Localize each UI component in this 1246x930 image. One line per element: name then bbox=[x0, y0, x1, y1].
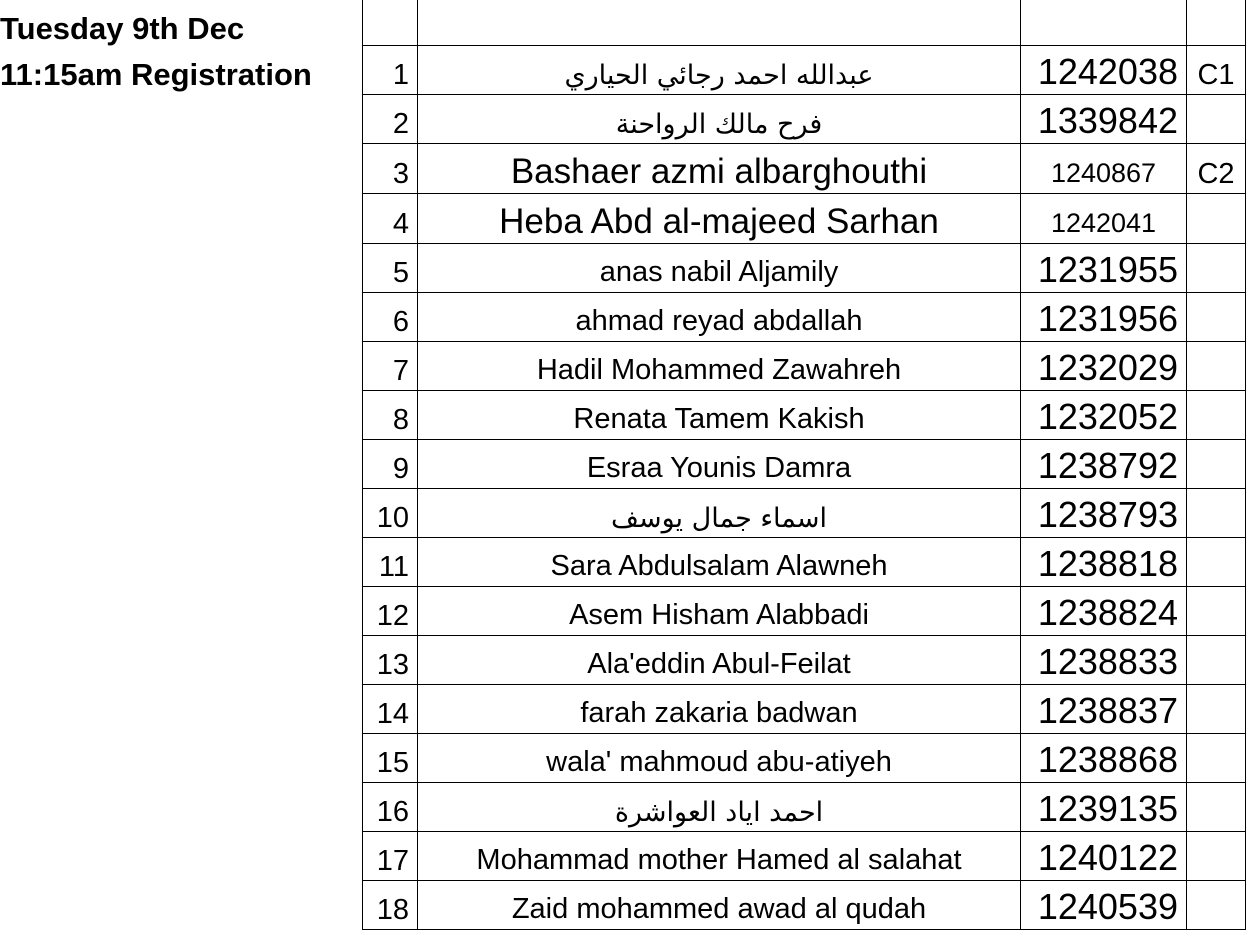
session-time: 11:15am Registration bbox=[0, 57, 312, 92]
table-row bbox=[363, 832, 1246, 881]
student-name[interactable]: Mohammad mother Hamed al salahat bbox=[418, 832, 1021, 881]
student-name[interactable]: Ala'eddin Abul-Feilat bbox=[418, 636, 1021, 685]
student-id[interactable]: 1240539 bbox=[1021, 881, 1187, 930]
table-row bbox=[363, 440, 1246, 489]
registration-heading bbox=[0, 6, 312, 98]
student-name[interactable]: farah zakaria badwan bbox=[418, 685, 1021, 734]
header-cell-code[interactable] bbox=[1187, 0, 1246, 46]
group-code[interactable] bbox=[1187, 832, 1246, 881]
header-cell-num[interactable] bbox=[363, 0, 418, 46]
student-id[interactable]: 1240867 bbox=[1021, 144, 1187, 194]
table-row bbox=[363, 685, 1246, 734]
table-row bbox=[363, 734, 1246, 783]
group-code[interactable] bbox=[1187, 783, 1246, 832]
session-date: Tuesday 9th Dec bbox=[0, 11, 245, 46]
student-name[interactable]: Sara Abdulsalam Alawneh bbox=[418, 538, 1021, 587]
student-id[interactable]: 1238833 bbox=[1021, 636, 1187, 685]
student-name[interactable]: wala' mahmoud abu-atiyeh bbox=[418, 734, 1021, 783]
group-code[interactable] bbox=[1187, 636, 1246, 685]
student-name[interactable]: Esraa Younis Damra bbox=[418, 440, 1021, 489]
row-number[interactable]: 10 bbox=[363, 489, 418, 538]
student-id[interactable]: 1238793 bbox=[1021, 489, 1187, 538]
row-number[interactable]: 8 bbox=[363, 391, 418, 440]
student-name[interactable]: احمد اياد العواشرة bbox=[418, 783, 1021, 832]
row-number[interactable]: 1 bbox=[363, 46, 418, 95]
group-code[interactable]: C2 bbox=[1187, 144, 1246, 194]
group-code[interactable] bbox=[1187, 342, 1246, 391]
group-code[interactable] bbox=[1187, 244, 1246, 293]
row-number[interactable]: 13 bbox=[363, 636, 418, 685]
student-id[interactable]: 1242041 bbox=[1021, 194, 1187, 244]
row-number[interactable]: 14 bbox=[363, 685, 418, 734]
student-name[interactable]: Hadil Mohammed Zawahreh bbox=[418, 342, 1021, 391]
student-id[interactable]: 1242038 bbox=[1021, 46, 1187, 95]
row-number[interactable]: 17 bbox=[363, 832, 418, 881]
student-id[interactable]: 1231956 bbox=[1021, 293, 1187, 342]
group-code[interactable] bbox=[1187, 391, 1246, 440]
registration-table bbox=[362, 0, 1246, 930]
student-name[interactable]: Zaid mohammed awad al qudah bbox=[418, 881, 1021, 930]
header-cell-name[interactable] bbox=[418, 0, 1021, 46]
group-code[interactable] bbox=[1187, 95, 1246, 144]
row-number[interactable]: 12 bbox=[363, 587, 418, 636]
row-number[interactable]: 7 bbox=[363, 342, 418, 391]
group-code[interactable] bbox=[1187, 489, 1246, 538]
table-row bbox=[363, 881, 1246, 930]
student-name[interactable]: anas nabil Aljamily bbox=[418, 244, 1021, 293]
header-cell-id[interactable] bbox=[1021, 0, 1187, 46]
group-code[interactable] bbox=[1187, 293, 1246, 342]
student-id[interactable]: 1239135 bbox=[1021, 783, 1187, 832]
table-row bbox=[363, 538, 1246, 587]
student-name[interactable]: اسماء جمال يوسف bbox=[418, 489, 1021, 538]
student-name[interactable]: Asem Hisham Alabbadi bbox=[418, 587, 1021, 636]
student-id[interactable]: 1231955 bbox=[1021, 244, 1187, 293]
row-number[interactable]: 2 bbox=[363, 95, 418, 144]
student-name[interactable]: Heba Abd al-majeed Sarhan bbox=[418, 194, 1021, 244]
student-id[interactable]: 1240122 bbox=[1021, 832, 1187, 881]
student-name[interactable]: ahmad reyad abdallah bbox=[418, 293, 1021, 342]
table-row bbox=[363, 293, 1246, 342]
table-row bbox=[363, 244, 1246, 293]
table-row bbox=[363, 636, 1246, 685]
table-header-row bbox=[363, 0, 1246, 46]
group-code[interactable]: C1 bbox=[1187, 46, 1246, 95]
group-code[interactable] bbox=[1187, 734, 1246, 783]
table-row bbox=[363, 144, 1246, 194]
row-number[interactable]: 16 bbox=[363, 783, 418, 832]
row-number[interactable]: 4 bbox=[363, 194, 418, 244]
row-number[interactable]: 15 bbox=[363, 734, 418, 783]
student-id[interactable]: 1232029 bbox=[1021, 342, 1187, 391]
group-code[interactable] bbox=[1187, 685, 1246, 734]
row-number[interactable]: 5 bbox=[363, 244, 418, 293]
group-code[interactable] bbox=[1187, 587, 1246, 636]
student-id[interactable]: 1238818 bbox=[1021, 538, 1187, 587]
table-row bbox=[363, 342, 1246, 391]
table-row bbox=[363, 587, 1246, 636]
row-number[interactable]: 9 bbox=[363, 440, 418, 489]
student-id[interactable]: 1238824 bbox=[1021, 587, 1187, 636]
row-number[interactable]: 11 bbox=[363, 538, 418, 587]
table-row bbox=[363, 46, 1246, 95]
student-name[interactable]: عبدالله احمد رجائي الحياري bbox=[418, 46, 1021, 95]
group-code[interactable] bbox=[1187, 538, 1246, 587]
student-id[interactable]: 1238868 bbox=[1021, 734, 1187, 783]
student-id[interactable]: 1238837 bbox=[1021, 685, 1187, 734]
table-row bbox=[363, 489, 1246, 538]
table-row bbox=[363, 95, 1246, 144]
group-code[interactable] bbox=[1187, 194, 1246, 244]
student-id[interactable]: 1339842 bbox=[1021, 95, 1187, 144]
student-name[interactable]: فرح مالك الرواحنة bbox=[418, 95, 1021, 144]
table-row bbox=[363, 194, 1246, 244]
group-code[interactable] bbox=[1187, 881, 1246, 930]
row-number[interactable]: 3 bbox=[363, 144, 418, 194]
row-number[interactable]: 6 bbox=[363, 293, 418, 342]
student-id[interactable]: 1232052 bbox=[1021, 391, 1187, 440]
student-name[interactable]: Renata Tamem Kakish bbox=[418, 391, 1021, 440]
row-number[interactable]: 18 bbox=[363, 881, 418, 930]
table-row bbox=[363, 783, 1246, 832]
student-id[interactable]: 1238792 bbox=[1021, 440, 1187, 489]
group-code[interactable] bbox=[1187, 440, 1246, 489]
student-name[interactable]: Bashaer azmi albarghouthi bbox=[418, 144, 1021, 194]
table-row bbox=[363, 391, 1246, 440]
